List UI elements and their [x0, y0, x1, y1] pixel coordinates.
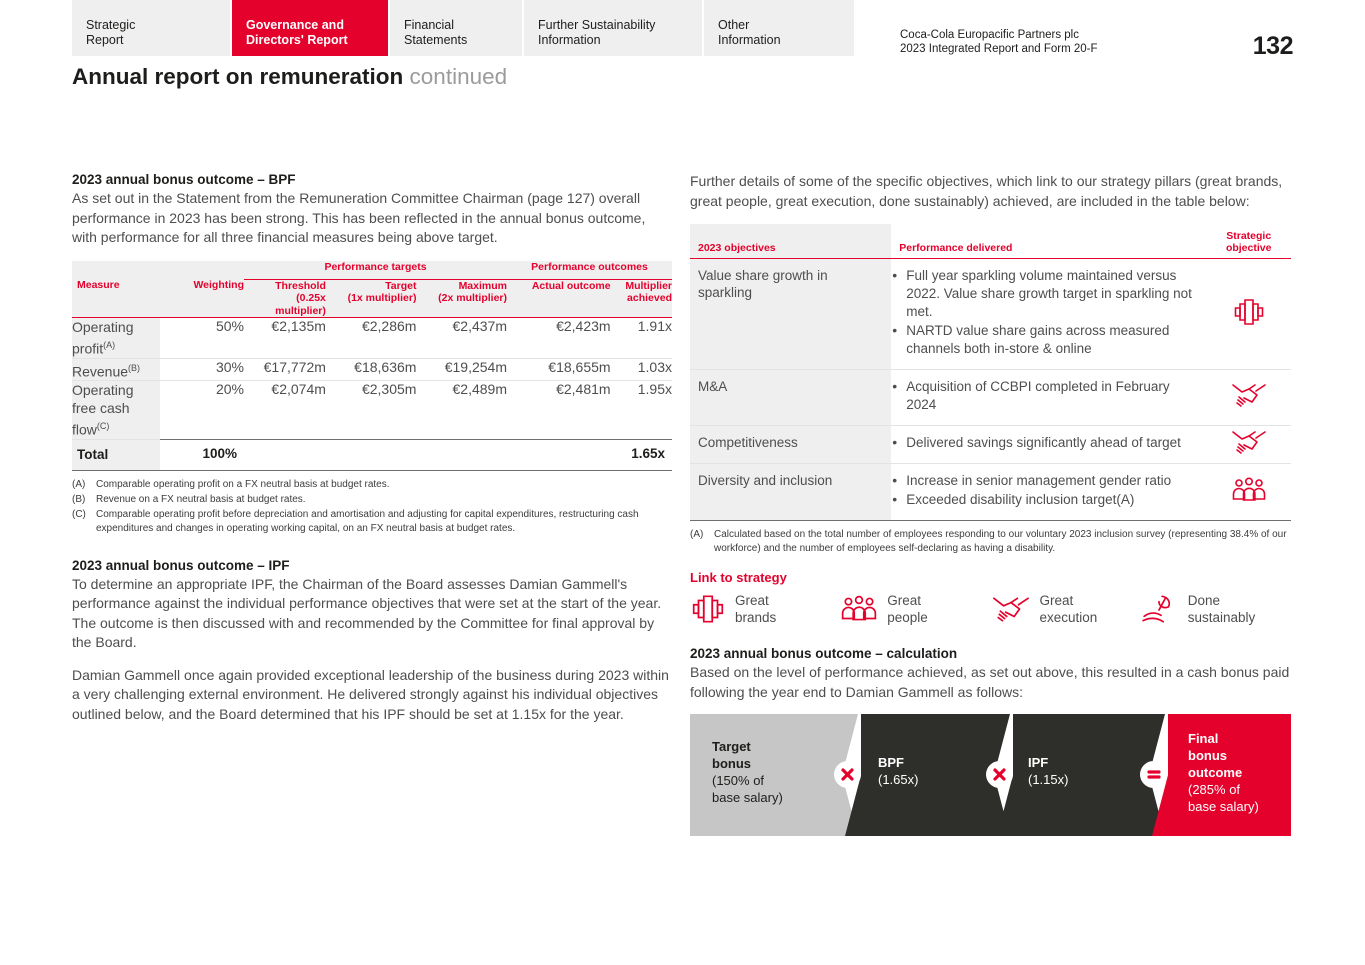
row-multiplier: 1.95x — [611, 381, 672, 440]
ipf-paragraph-1: To determine an appropriate IPF, the Chairman of the Board assesses Damian Gammell's performance against the individual performance objectives that were set at the start of the year. The outcome is then discussed with and recommended by the Committee for final approval by the Board. — [72, 575, 662, 651]
col-weighting: Weighting — [160, 279, 244, 318]
great-execution-icon — [1231, 380, 1267, 410]
col-threshold — [244, 279, 326, 318]
objectives-row — [690, 259, 1291, 370]
strategy-pillar-label — [1040, 592, 1098, 626]
pillar-line1: Done — [1187, 593, 1221, 608]
footnote-text: Calculated based on the total number of employees responding to our voluntary 2023 inclusion survey (representing 38.4% of our workforce) and the number of employees self-declaring as having a disability. — [714, 529, 1287, 554]
operator-multiply-badge — [834, 761, 861, 788]
bullet-item: • Increase in senior management gender ratio — [891, 472, 1198, 490]
ipf-paragraph-2: Damian Gammell once again provided exceptional leadership of the business during 2023 within a very challenging external environment. He delivered strongly against his individual objectives outlined below, and the Board determined that his IPF should be set at 1.15x for the year. — [72, 666, 669, 722]
page-title-continued — [403, 64, 507, 89]
strategy-pillar-label — [887, 592, 928, 626]
operator-multiply-badge — [986, 761, 1013, 788]
objective-performance — [891, 426, 1206, 464]
objective-name: M&A — [690, 370, 891, 426]
row-measure-label: Operating profit — [72, 319, 134, 357]
tab-label-line1: Other — [718, 18, 750, 32]
strategy-pillar-label — [1188, 592, 1256, 626]
operator-equals-badge — [1140, 761, 1167, 788]
bpf-line1: BPF — [878, 755, 904, 770]
footnote-label: (A) — [690, 529, 704, 540]
col-threshold-l3: multiplier) — [275, 304, 326, 317]
bpf-performance-table — [72, 261, 672, 471]
tab-other-information[interactable] — [704, 0, 854, 56]
tab-financial-statements[interactable] — [390, 0, 522, 56]
col-strategic-l2: objective — [1225, 242, 1272, 254]
pillar-line1: Great — [1039, 593, 1074, 608]
strategic-objective-cell — [1206, 464, 1291, 521]
bullet-item: • Full year sparkling volume maintained versus 2022. Value share growth target in sparkling not met. — [891, 267, 1198, 321]
bonus-calculation-diagram — [690, 714, 1291, 836]
strategic-objective-cell — [1206, 370, 1291, 426]
table-row — [72, 358, 672, 381]
footnote-text: Comparable operating profit on a FX neutral basis at budget rates. — [96, 478, 390, 490]
flow-label-final-bonus — [1188, 730, 1288, 815]
tab-label-line2: Report — [86, 33, 124, 47]
strategic-objective-cell — [1206, 426, 1291, 464]
tab-label-line2: Statements — [404, 33, 468, 47]
row-weighting: 30% — [160, 358, 244, 381]
tab-governance-and-directors-report[interactable] — [232, 0, 388, 56]
pillar-line2: sustainably — [1187, 610, 1256, 625]
tab-label-line1: Governance and — [246, 18, 344, 32]
page-title-main: Annual report on remuneration — [72, 64, 404, 89]
pillar-line2: execution — [1039, 610, 1098, 625]
bullet-list — [891, 378, 1198, 414]
footnote — [72, 493, 672, 507]
strategy-pillar-great-people — [840, 592, 990, 626]
footnote-label: (A) — [72, 478, 86, 490]
col-multiplier-achieved — [611, 279, 672, 318]
total-label: Total — [72, 439, 160, 470]
pillar-line2: brands — [735, 610, 777, 625]
table-column-header-row — [72, 279, 672, 318]
total-multiplier: 1.65x — [611, 439, 672, 470]
row-maximum: €19,254m — [416, 358, 507, 381]
bullet-item: • Acquisition of CCBPI completed in February 2024 — [891, 378, 1198, 414]
row-weighting: 20% — [160, 381, 244, 440]
bullet-item: • Delivered savings significantly ahead of target — [891, 434, 1198, 452]
table-total-row — [72, 439, 672, 470]
final-line1: Final — [1188, 731, 1219, 746]
row-measure-note: (A) — [103, 340, 116, 350]
page-number: 132 — [1252, 32, 1293, 60]
row-actual: €2,481m — [507, 381, 611, 440]
great-execution-icon — [991, 593, 1031, 625]
page-title-continued-label: continued — [409, 64, 508, 89]
col-performance-delivered: Performance delivered — [891, 224, 1206, 259]
row-measure — [72, 318, 160, 359]
tab-strategic-report[interactable] — [72, 0, 230, 56]
great-brands-icon — [1232, 296, 1266, 328]
table-row — [72, 381, 672, 440]
strategic-objective-cell — [1206, 259, 1291, 370]
row-target: €2,305m — [326, 381, 417, 440]
great-people-icon — [840, 594, 878, 624]
tab-label-line1: Further Sustainability — [538, 18, 656, 32]
bpf-footnotes — [72, 478, 672, 536]
left-column — [72, 172, 672, 737]
group-header-performance-targets: Performance targets — [244, 261, 507, 280]
bullet-list — [891, 472, 1198, 509]
col-target — [326, 279, 417, 318]
done-sustainably-icon — [1141, 593, 1179, 625]
link-to-strategy-title: Link to strategy — [690, 570, 787, 585]
col-measure: Measure — [72, 279, 160, 318]
target-line2: bonus — [712, 756, 751, 771]
footnote-label: (C) — [72, 508, 86, 520]
objective-name: Competitiveness — [690, 426, 891, 464]
target-line3: (150% of — [712, 773, 765, 788]
footnote-text: Revenue on a FX neutral basis at budget rates. — [96, 493, 306, 505]
row-target: €2,286m — [326, 318, 417, 359]
document-identifier — [900, 28, 1098, 56]
footnote-label: (B) — [72, 493, 86, 505]
col-target-l2: (1x multiplier) — [347, 292, 417, 304]
great-people-icon — [1231, 476, 1267, 504]
great-execution-icon — [1231, 427, 1267, 457]
objectives-row — [690, 370, 1291, 426]
row-measure-note: (C) — [96, 421, 110, 432]
ipf-line2: (1.15x) — [1028, 772, 1069, 787]
bpf-heading: 2023 annual bonus outcome – BPF — [72, 172, 296, 187]
flow-label-ipf — [1028, 754, 1128, 788]
col-maximum-l2: (2x multiplier) — [438, 292, 507, 304]
row-measure — [72, 358, 160, 381]
bpf-intro-paragraph: As set out in the Statement from the Remuneration Committee Chairman (page 127) overall performance in 2023 has been strong. This has been reflected in the annual bonus outcome, with performance for all three financial measures being above target. — [72, 190, 646, 245]
section-tab-strip — [72, 0, 854, 56]
pillar-line1: Great — [887, 593, 922, 608]
col-2023-objectives: 2023 objectives — [690, 224, 891, 259]
col-threshold-l1: Threshold — [275, 279, 326, 292]
pillar-line2: people — [887, 610, 928, 625]
footnote — [72, 508, 672, 536]
multiply-icon — [992, 767, 1007, 782]
col-multiplier-l1: Multiplier — [625, 279, 672, 292]
col-target-l1: Target — [385, 279, 417, 292]
row-threshold: €2,074m — [244, 381, 326, 440]
great-brands-icon — [690, 592, 726, 626]
ipf-heading: 2023 annual bonus outcome – IPF — [72, 557, 290, 573]
final-line4: (285% of — [1188, 782, 1241, 797]
row-measure-label: Revenue — [72, 363, 129, 380]
table-row — [72, 318, 672, 359]
strategy-pillar-great-brands — [690, 592, 840, 626]
row-threshold: €2,135m — [244, 318, 326, 359]
row-threshold: €17,772m — [244, 358, 326, 381]
footnote — [72, 478, 672, 492]
calculation-heading: 2023 annual bonus outcome – calculation — [690, 646, 958, 661]
objective-performance — [891, 259, 1206, 370]
bullet-list — [891, 267, 1198, 358]
final-line5: base salary) — [1188, 799, 1259, 814]
final-line3: outcome — [1188, 765, 1243, 780]
objective-performance — [891, 464, 1206, 521]
flow-label-bpf — [878, 754, 978, 788]
target-line4: base salary) — [712, 790, 783, 805]
bullet-list — [891, 434, 1198, 452]
row-target: €18,636m — [326, 358, 417, 381]
tab-label-line2: Directors' Report — [246, 33, 348, 47]
objective-performance — [891, 370, 1206, 426]
company-name: Coca-Cola Europacific Partners plc — [900, 29, 1079, 41]
strategy-pillar-great-execution — [991, 592, 1141, 626]
bpf-line2: (1.65x) — [878, 772, 919, 787]
col-multiplier-l2: achieved — [627, 292, 672, 304]
tab-label-line1: Strategic — [86, 18, 136, 32]
col-threshold-l2: (0.25x — [296, 292, 326, 304]
col-maximum — [416, 279, 507, 318]
objectives-row — [690, 426, 1291, 464]
row-multiplier: 1.91x — [611, 318, 672, 359]
row-measure-note: (B) — [128, 362, 141, 373]
row-multiplier: 1.03x — [611, 358, 672, 381]
row-weighting: 50% — [160, 318, 244, 359]
report-name: 2023 Integrated Report and Form 20-F — [900, 43, 1098, 55]
tab-further-sustainability-information[interactable] — [524, 0, 702, 56]
link-to-strategy-legend — [690, 592, 1291, 626]
col-maximum-l1: Maximum — [458, 279, 507, 292]
objectives-row — [690, 464, 1291, 521]
pillar-line1: Great — [735, 593, 769, 608]
tab-label-line2: Information — [538, 33, 601, 47]
final-line2: bonus — [1188, 748, 1227, 763]
page-title — [72, 64, 507, 90]
row-actual: €2,423m — [507, 318, 611, 359]
strategy-pillar-label — [735, 592, 776, 626]
col-actual-outcome: Actual outcome — [507, 279, 611, 318]
total-weighting: 100% — [160, 439, 244, 470]
tab-label-line2: Information — [718, 33, 781, 47]
ipf-line1: IPF — [1028, 755, 1049, 770]
bullet-item: • NARTD value share gains across measured channels both in-store & online — [891, 322, 1198, 358]
row-maximum: €2,437m — [416, 318, 507, 359]
row-maximum: €2,489m — [416, 381, 507, 440]
objective-name: Diversity and inclusion — [690, 464, 891, 521]
right-column — [690, 172, 1291, 836]
row-actual: €18,655m — [507, 358, 611, 381]
bullet-item: • Exceeded disability inclusion target(A) — [891, 491, 1198, 509]
flow-label-target-bonus — [712, 738, 832, 806]
strategy-pillar-done-sustainably — [1141, 592, 1291, 626]
col-strategic-l1: Strategic — [1226, 230, 1272, 242]
objectives-header-row — [690, 224, 1291, 259]
objectives-footnote — [690, 528, 1291, 556]
equals-icon — [1146, 767, 1162, 782]
objective-name: Value share growth in sparkling — [690, 259, 891, 370]
row-measure — [72, 381, 160, 440]
table-group-header-row — [72, 261, 672, 280]
target-line1: Target — [712, 739, 751, 754]
row-measure-label: Operating free cash flow — [72, 382, 134, 438]
tab-label-line1: Financial — [404, 18, 455, 32]
footnote-text: Comparable operating profit before depreciation and amortisation and adjusting for capital expenditures, restructuring cash expenditures and changes in operating working capital, on an FX neutral basis at budget rates. — [96, 508, 639, 534]
multiply-icon — [840, 767, 855, 782]
group-header-performance-outcomes: Performance outcomes — [507, 261, 672, 280]
objectives-table — [690, 224, 1291, 521]
calculation-intro: Based on the level of performance achieved, as set out above, this resulted in a cash bonus paid following the year end to Damian Gammell as follows: — [690, 664, 1290, 700]
col-strategic-objective — [1206, 224, 1291, 259]
objectives-intro-paragraph: Further details of some of the specific objectives, which link to our strategy pillars (great brands, great people, great execution, done sustainably) achieved, are included in the table below: — [690, 173, 1283, 209]
